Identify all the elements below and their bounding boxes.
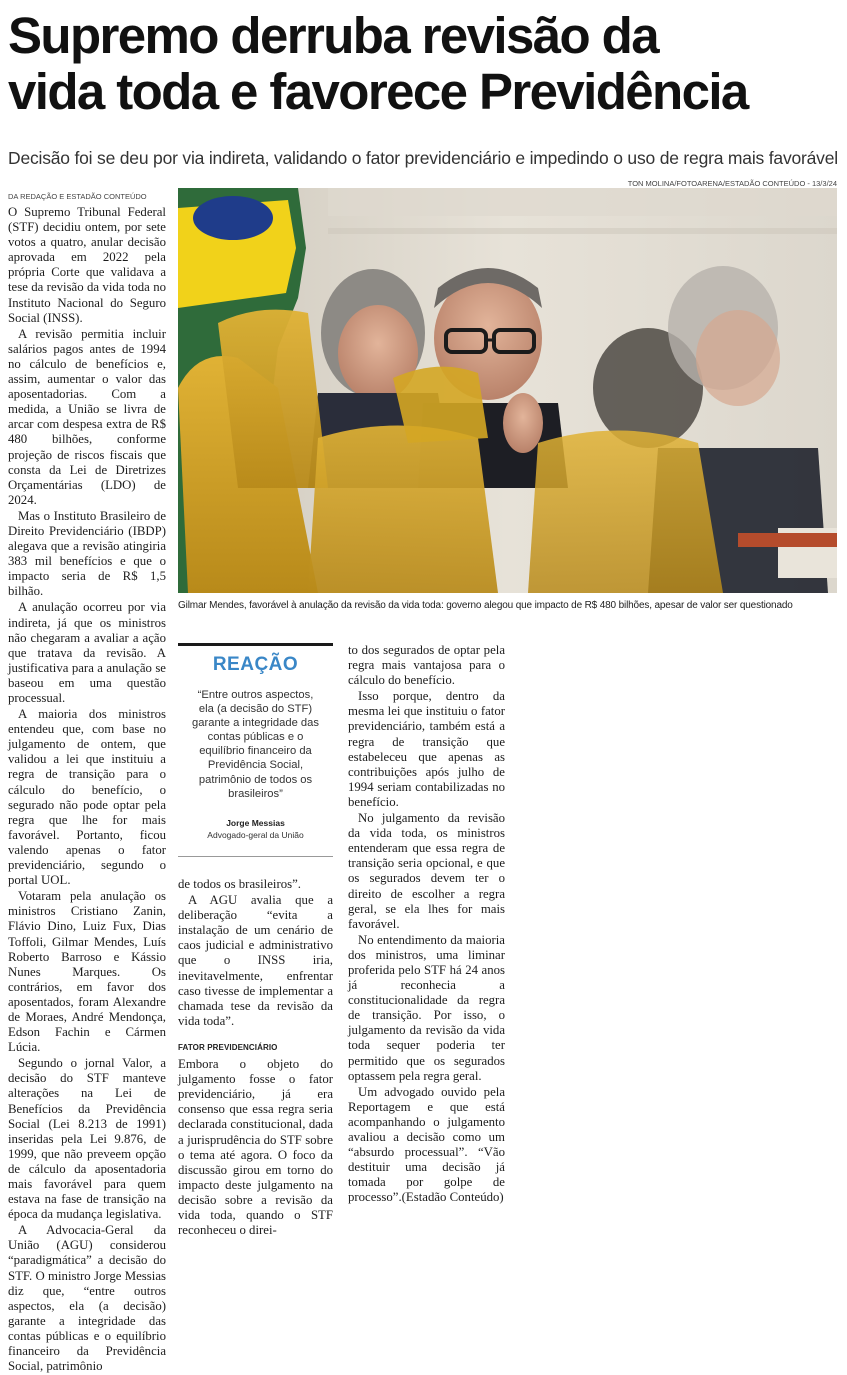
- paragraph: No entendimento da maioria dos ministros, uma liminar proferida pelo STF há 24 anos já reconhecia a constitucionalidade da regra de transição. Por isso, o julgamento da revisão da vida toda sequer poderia ter permitido que os segurados optassem pela regra geral.: [348, 932, 505, 1083]
- article-photo: [178, 188, 837, 593]
- paragraph: A maioria dos ministros entendeu que, com base no julgamento de ontem, que validou a lei que instituiu a regra de transição para o cálculo do benefício, o segurado não pode optar pela regra que lhe for mais favorável. Portanto, ficou valendo apenas o fator previdenciário, segundo o portal UOL.: [8, 707, 166, 888]
- paragraph: Um advogado ouvido pela Reportagem e que está acompanhando o julgamento avaliou a decisão como um “absurdo processual”. “Vão destituir uma decisão já tomada por golpe de processo”.(Estadão Conteúdo): [348, 1084, 505, 1205]
- reaction-box: [178, 643, 333, 857]
- paragraph: Embora o objeto do julgamento fosse o fator previdenciário, já era consenso que essa regra seria declarada constitucional, dada a jurisprudência do STF sobre o tema até agora. O foco da discussão girou em torno do impacto deste julgamento na decisão sobre a revisão da vida toda, quando o STF reconheceu o direi-: [178, 1057, 333, 1238]
- paragraph: Votaram pela anulação os ministros Cristiano Zanin, Flávio Dino, Luiz Fux, Dias Toffoli, Gilmar Mendes, Luís Roberto Barroso e Kássio Nunes Marques. Os contrários, em favor dos aposentados, foram Alexandre de Moraes, André Mendonça, Edson Fachin e Cármen Lúcia.: [8, 889, 166, 1055]
- byline: DA REDAÇÃO E ESTADÃO CONTEÚDO: [8, 192, 147, 201]
- reaction-role: Advogado-geral da União: [207, 829, 304, 840]
- paragraph: Segundo o jornal Valor, a decisão do STF manteve alterações na Lei de Benefícios da Previdência Social (Lei 8.213 de 1991) inseridas pela Lei 9.876, de 1999, que não preveem opção de cálculo da aposentadoria mais favorável para quem estava na fase de transição na época da mudança legislativa.: [8, 1056, 166, 1222]
- headline-line-2: vida toda e favorece Previdência: [8, 63, 748, 120]
- headline: [8, 8, 840, 120]
- photo-illustration: [178, 188, 837, 593]
- paragraph: A Advocacia-Geral da União (AGU) considerou “paradigmática” a decisão do STF. O ministro Jorge Messias diz que, “entre outros aspectos, ela (a decisão) garante a integridade das contas públicas e o equilíbrio financeiro da Previdência Social, patrimônio: [8, 1223, 166, 1374]
- subheadline: Decisão foi se deu por via indireta, validando o fator previdenciário e impedindo o uso de regra mais favorável: [8, 148, 838, 168]
- reaction-author: Jorge Messias: [226, 817, 285, 828]
- paragraph: A anulação ocorreu por via indireta, já que os ministros não chegaram a avaliar a ação que tratava da revisão. A justificativa para a anulação se baseou em uma questão processual.: [8, 600, 166, 705]
- paragraph: de todos os brasileiros”.: [178, 877, 301, 891]
- paragraph: O Supremo Tribunal Federal (STF) decidiu ontem, por sete votos a quatro, anular decisão aprovada em 2022 pela própria Corte que validava a tese da revisão da vida toda no Instituto Nacional do Seguro Social (INSS).: [8, 205, 166, 325]
- paragraph: to dos segurados de optar pela regra mais vantajosa para o cálculo do benefício.: [348, 643, 505, 688]
- paragraph: Isso porque, dentro da mesma lei que instituiu o fator previdenciário, também está a regra de transição que estabeleceu que apenas as contribuições após julho de 1994 seriam contabilizadas no benefício.: [348, 689, 505, 809]
- headline-line-1: Supremo derruba revisão da: [8, 7, 658, 64]
- paragraph: A AGU avalia que a deliberação “evita a instalação de um cenário de caos judicial e administrativo que o INSS iria, inevitavelmente, enfrentar caso tivesse de implementar a chamada tese da revisão da vida toda”.: [178, 893, 333, 1028]
- photo-credit: TON MOLINA/FOTOARENA/ESTADÃO CONTEÚDO - 13/3/24: [627, 179, 837, 188]
- article-column-2: [178, 877, 333, 1239]
- paragraph: No julgamento da revisão da vida toda, os ministros entenderam que essa regra de transição seria opcional, e que os segurados devem ter o direito de escolher a regra geral, se ela lhes for mais favorável.: [348, 811, 505, 931]
- section-subheading: FATOR PREVIDENCIÁRIO: [178, 1042, 278, 1052]
- paragraph: Mas o Instituto Brasileiro de Direito Previdenciário (IBDP) alegava que a revisão atingiria 383 mil benefícios e que o impacto seria de R$ 1,5 bilhão.: [8, 508, 166, 599]
- paragraph: A revisão permitia incluir salários pagos antes de 1994 no cálculo de benefícios e, assim, aumentar o valor das aposentadorias. Com a medida, a União se livra de arcar com despesa extra de R$ 480 bilhões, conforme projeção de riscos fiscais que consta da Lei de Diretrizes Orçamentárias (LDO) de 2024.: [8, 326, 166, 507]
- article-column-3: [348, 643, 505, 1206]
- article-column-1: [8, 205, 166, 1375]
- photo-caption: Gilmar Mendes, favorável à anulação da revisão da vida toda: governo alegou que impacto de R$ 480 bilhões, apesar de valor ser questionado: [178, 600, 793, 611]
- reaction-title: REAÇÃO: [212, 654, 299, 675]
- reaction-quote: “Entre outros aspectos, ela (a decisão do STF) garante a integridade das contas públicas e o equilíbrio financeiro da Previdência Social, patrimônio de todos os brasileiros”: [192, 689, 319, 800]
